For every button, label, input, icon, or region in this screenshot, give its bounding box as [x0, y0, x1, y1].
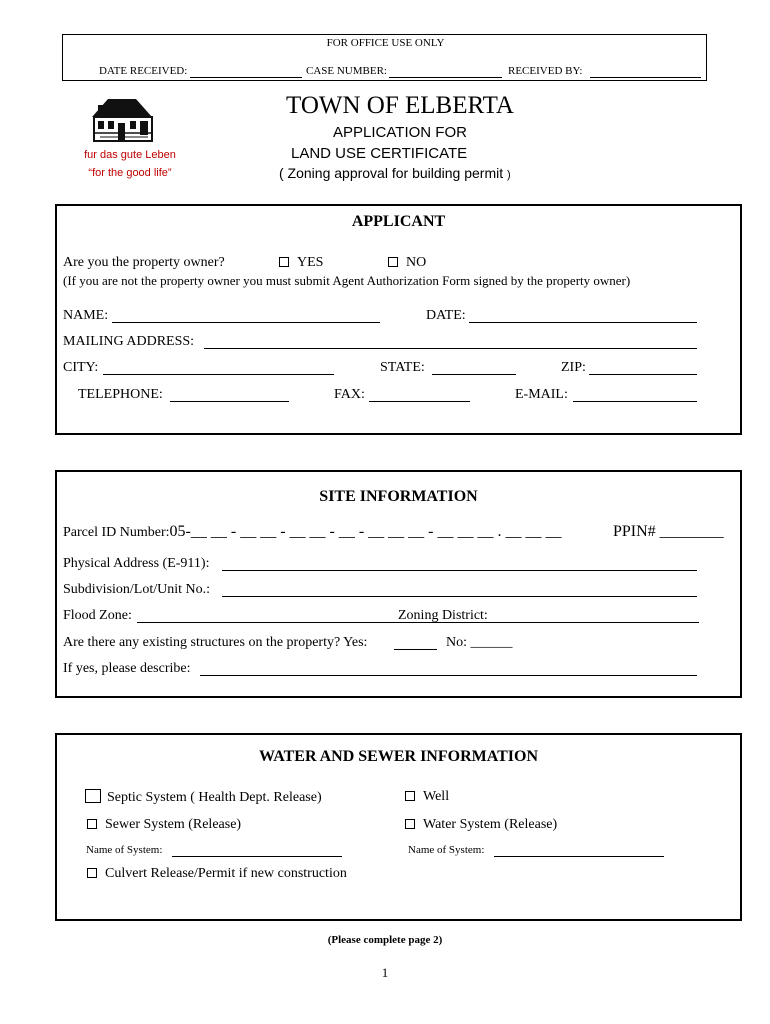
page-title: TOWN OF ELBERTA	[286, 92, 514, 119]
site-heading: SITE INFORMATION	[319, 488, 478, 505]
header-line2: LAND USE CERTIFICATE	[291, 145, 468, 162]
email-label: E-MAIL:	[515, 387, 568, 402]
ppin-field[interactable]: PPIN# ________	[613, 523, 724, 540]
zoning-district-label: Zoning District:	[398, 608, 488, 623]
subdivision-label: Subdivision/Lot/Unit No.:	[63, 582, 211, 597]
water-name-field[interactable]	[494, 856, 664, 857]
physical-address-label: Physical Address (E-911):	[63, 556, 210, 571]
parcel-id-field[interactable]: 05-__ __ - __ __ - __ __ - __ - __ __ __ - __ __ __ . __ __ __	[169, 523, 562, 540]
septic-option[interactable]	[85, 789, 322, 806]
sewer-name-label: Name of System:	[86, 844, 163, 856]
describe-field[interactable]	[200, 675, 697, 676]
date-received-field[interactable]	[190, 77, 302, 78]
city-label: CITY:	[63, 360, 99, 375]
water-system-option[interactable]	[405, 817, 557, 833]
case-number-label: CASE NUMBER:	[306, 65, 387, 77]
motto-english: “for the good life”	[88, 167, 172, 179]
owner-question: Are you the property owner?	[63, 255, 225, 270]
house-logo	[88, 95, 160, 143]
water-system-checkbox[interactable]	[405, 819, 415, 829]
header-line1: APPLICATION FOR	[333, 124, 467, 141]
water-sewer-heading: WATER AND SEWER INFORMATION	[259, 748, 538, 765]
email-field[interactable]	[573, 401, 697, 402]
yes-label: YES	[297, 255, 324, 270]
well-label: Well	[423, 789, 450, 804]
sewer-option[interactable]	[87, 817, 241, 833]
state-label: STATE:	[380, 360, 425, 375]
physical-address-field[interactable]	[222, 570, 697, 571]
flood-zone-label: Flood Zone:	[63, 608, 132, 623]
culvert-label: Culvert Release/Permit if new construction	[105, 866, 347, 881]
sewer-name-field[interactable]	[172, 856, 342, 857]
fax-field[interactable]	[369, 401, 470, 402]
house-icon	[88, 95, 160, 143]
culvert-option[interactable]	[87, 866, 347, 882]
header-line3	[279, 165, 511, 181]
header-line3-end: )	[507, 169, 511, 181]
subdivision-field[interactable]	[222, 596, 697, 597]
structures-yes-field[interactable]	[394, 649, 437, 650]
date-field[interactable]	[469, 322, 697, 323]
name-label: NAME:	[63, 308, 109, 323]
zip-label: ZIP:	[561, 360, 586, 375]
received-by-label: RECEIVED BY:	[508, 65, 583, 77]
mailing-address-field[interactable]	[204, 348, 697, 349]
parcel-id-row	[63, 523, 562, 541]
case-number-field[interactable]	[389, 77, 502, 78]
septic-checkbox[interactable]	[85, 789, 101, 803]
mailing-address-label: MAILING ADDRESS:	[63, 334, 195, 349]
name-field[interactable]	[112, 322, 380, 323]
city-field[interactable]	[103, 374, 334, 375]
describe-label: If yes, please describe:	[63, 661, 191, 676]
structures-no-field[interactable]: No: ______	[446, 635, 513, 650]
continue-note: (Please complete page 2)	[327, 934, 443, 946]
date-received-label: DATE RECEIVED:	[99, 65, 188, 77]
well-option[interactable]	[405, 789, 449, 805]
yes-checkbox[interactable]	[279, 257, 289, 267]
water-name-label: Name of System:	[408, 844, 485, 856]
structures-question: Are there any existing structures on the property? Yes:	[63, 635, 368, 650]
water-system-label: Water System (Release)	[423, 817, 558, 832]
motto-german: fur das gute Leben	[84, 149, 176, 161]
owner-no-option[interactable]	[388, 255, 426, 271]
fax-label: FAX:	[334, 387, 365, 402]
no-checkbox[interactable]	[388, 257, 398, 267]
well-checkbox[interactable]	[405, 791, 415, 801]
sewer-checkbox[interactable]	[87, 819, 97, 829]
zip-field[interactable]	[589, 374, 697, 375]
date-label: DATE:	[426, 308, 466, 323]
office-use-box	[62, 34, 707, 81]
sewer-label: Sewer System (Release)	[105, 817, 242, 832]
owner-note: (If you are not the property owner you must submit Agent Authorization Form signed by the property owner)	[63, 273, 631, 288]
telephone-field[interactable]	[170, 401, 289, 402]
culvert-checkbox[interactable]	[87, 868, 97, 878]
telephone-label: TELEPHONE:	[78, 387, 163, 402]
office-use-title: FOR OFFICE USE ONLY	[326, 37, 445, 49]
page-number: 1	[381, 965, 389, 980]
received-by-field[interactable]	[590, 77, 701, 78]
state-field[interactable]	[432, 374, 516, 375]
flood-zone-field[interactable]	[137, 622, 398, 623]
zoning-district-field[interactable]	[398, 622, 699, 623]
no-label: NO	[406, 255, 427, 270]
applicant-heading: APPLICANT	[351, 213, 446, 230]
septic-label: Septic System ( Health Dept. Release)	[107, 790, 322, 805]
parcel-id-label: Parcel ID Number:	[63, 525, 170, 540]
header-line3-main: ( Zoning approval for building permit	[279, 165, 504, 181]
owner-yes-option[interactable]	[279, 255, 323, 271]
